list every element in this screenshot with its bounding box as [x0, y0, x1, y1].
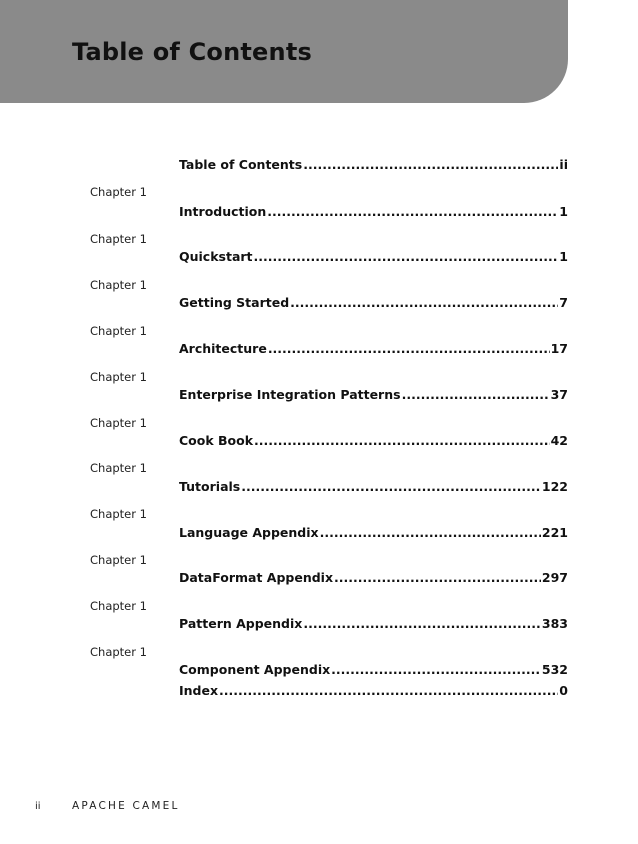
toc-entry-page: 297	[541, 570, 568, 585]
dot-leader	[267, 204, 558, 220]
chapter-label: Chapter 1	[90, 324, 147, 338]
toc-entry-title: Tutorials	[179, 479, 241, 494]
toc-entry-page: 17	[550, 341, 568, 356]
toc-entry-title: Component Appendix	[179, 662, 331, 677]
toc-entry-architecture[interactable]	[179, 341, 568, 357]
toc-entry-title: Language Appendix	[179, 525, 319, 540]
dot-leader	[254, 433, 550, 449]
toc-entry-table-of-contents[interactable]	[179, 157, 568, 173]
dot-leader	[254, 249, 559, 265]
toc-entry-component-appendix[interactable]	[179, 662, 568, 678]
toc-entry-title: Cook Book	[179, 433, 254, 448]
dot-leader	[331, 662, 541, 678]
toc-entry-page: 0	[559, 683, 568, 698]
toc-entry-quickstart[interactable]	[179, 249, 568, 265]
toc-entry-language-appendix[interactable]	[179, 525, 568, 541]
dot-leader	[320, 525, 541, 541]
chapter-label: Chapter 1	[90, 416, 147, 430]
chapter-label: Chapter 1	[90, 278, 147, 292]
toc-entry-page: ii	[559, 157, 568, 172]
toc-entry-page: 7	[559, 295, 568, 310]
dot-leader	[290, 295, 558, 311]
toc-entry-page: 37	[550, 387, 568, 402]
dot-leader	[241, 479, 541, 495]
page-title: Table of Contents	[72, 38, 312, 66]
toc-entry-getting-started[interactable]	[179, 295, 568, 311]
chapter-label: Chapter 1	[90, 185, 147, 199]
toc-entry-title: Index	[179, 683, 219, 698]
chapter-label: Chapter 1	[90, 599, 147, 613]
dot-leader	[219, 683, 558, 699]
toc-entry-introduction[interactable]	[179, 204, 568, 220]
toc-entry-cook-book[interactable]	[179, 433, 568, 449]
dot-leader	[303, 616, 541, 632]
chapter-label: Chapter 1	[90, 645, 147, 659]
toc-entry-index[interactable]	[179, 683, 568, 699]
chapter-label: Chapter 1	[90, 553, 147, 567]
toc-entry-enterprise-integration-patterns[interactable]	[179, 387, 568, 403]
toc-entry-title: Getting Started	[179, 295, 290, 310]
toc-entry-page: 383	[541, 616, 568, 631]
toc-entry-page: 1	[559, 249, 568, 264]
toc-entry-dataformat-appendix[interactable]	[179, 570, 568, 586]
toc-entry-page: 221	[541, 525, 568, 540]
toc-entry-page: 1	[559, 204, 568, 219]
toc-entry-page: 42	[550, 433, 568, 448]
chapter-label: Chapter 1	[90, 370, 147, 384]
footer-book-title: APACHE CAMEL	[72, 800, 180, 812]
toc-entry-page: 122	[541, 479, 568, 494]
chapter-label: Chapter 1	[90, 507, 147, 521]
toc-entry-title: Pattern Appendix	[179, 616, 303, 631]
chapter-label: Chapter 1	[90, 461, 147, 475]
dot-leader	[402, 387, 550, 403]
toc-entry-title: Introduction	[179, 204, 267, 219]
toc-entry-page: 532	[541, 662, 568, 677]
footer-page-number: ii	[35, 801, 41, 812]
toc-entry-title: Quickstart	[179, 249, 253, 264]
chapter-label: Chapter 1	[90, 232, 147, 246]
dot-leader	[268, 341, 550, 357]
toc-entry-title: DataFormat Appendix	[179, 570, 334, 585]
toc-entry-pattern-appendix[interactable]	[179, 616, 568, 632]
dot-leader	[334, 570, 541, 586]
toc-entry-tutorials[interactable]	[179, 479, 568, 495]
dot-leader	[303, 157, 558, 173]
toc-entry-title: Architecture	[179, 341, 267, 356]
toc-entry-title: Enterprise Integration Patterns	[179, 387, 401, 402]
toc-entry-title: Table of Contents	[179, 157, 303, 172]
